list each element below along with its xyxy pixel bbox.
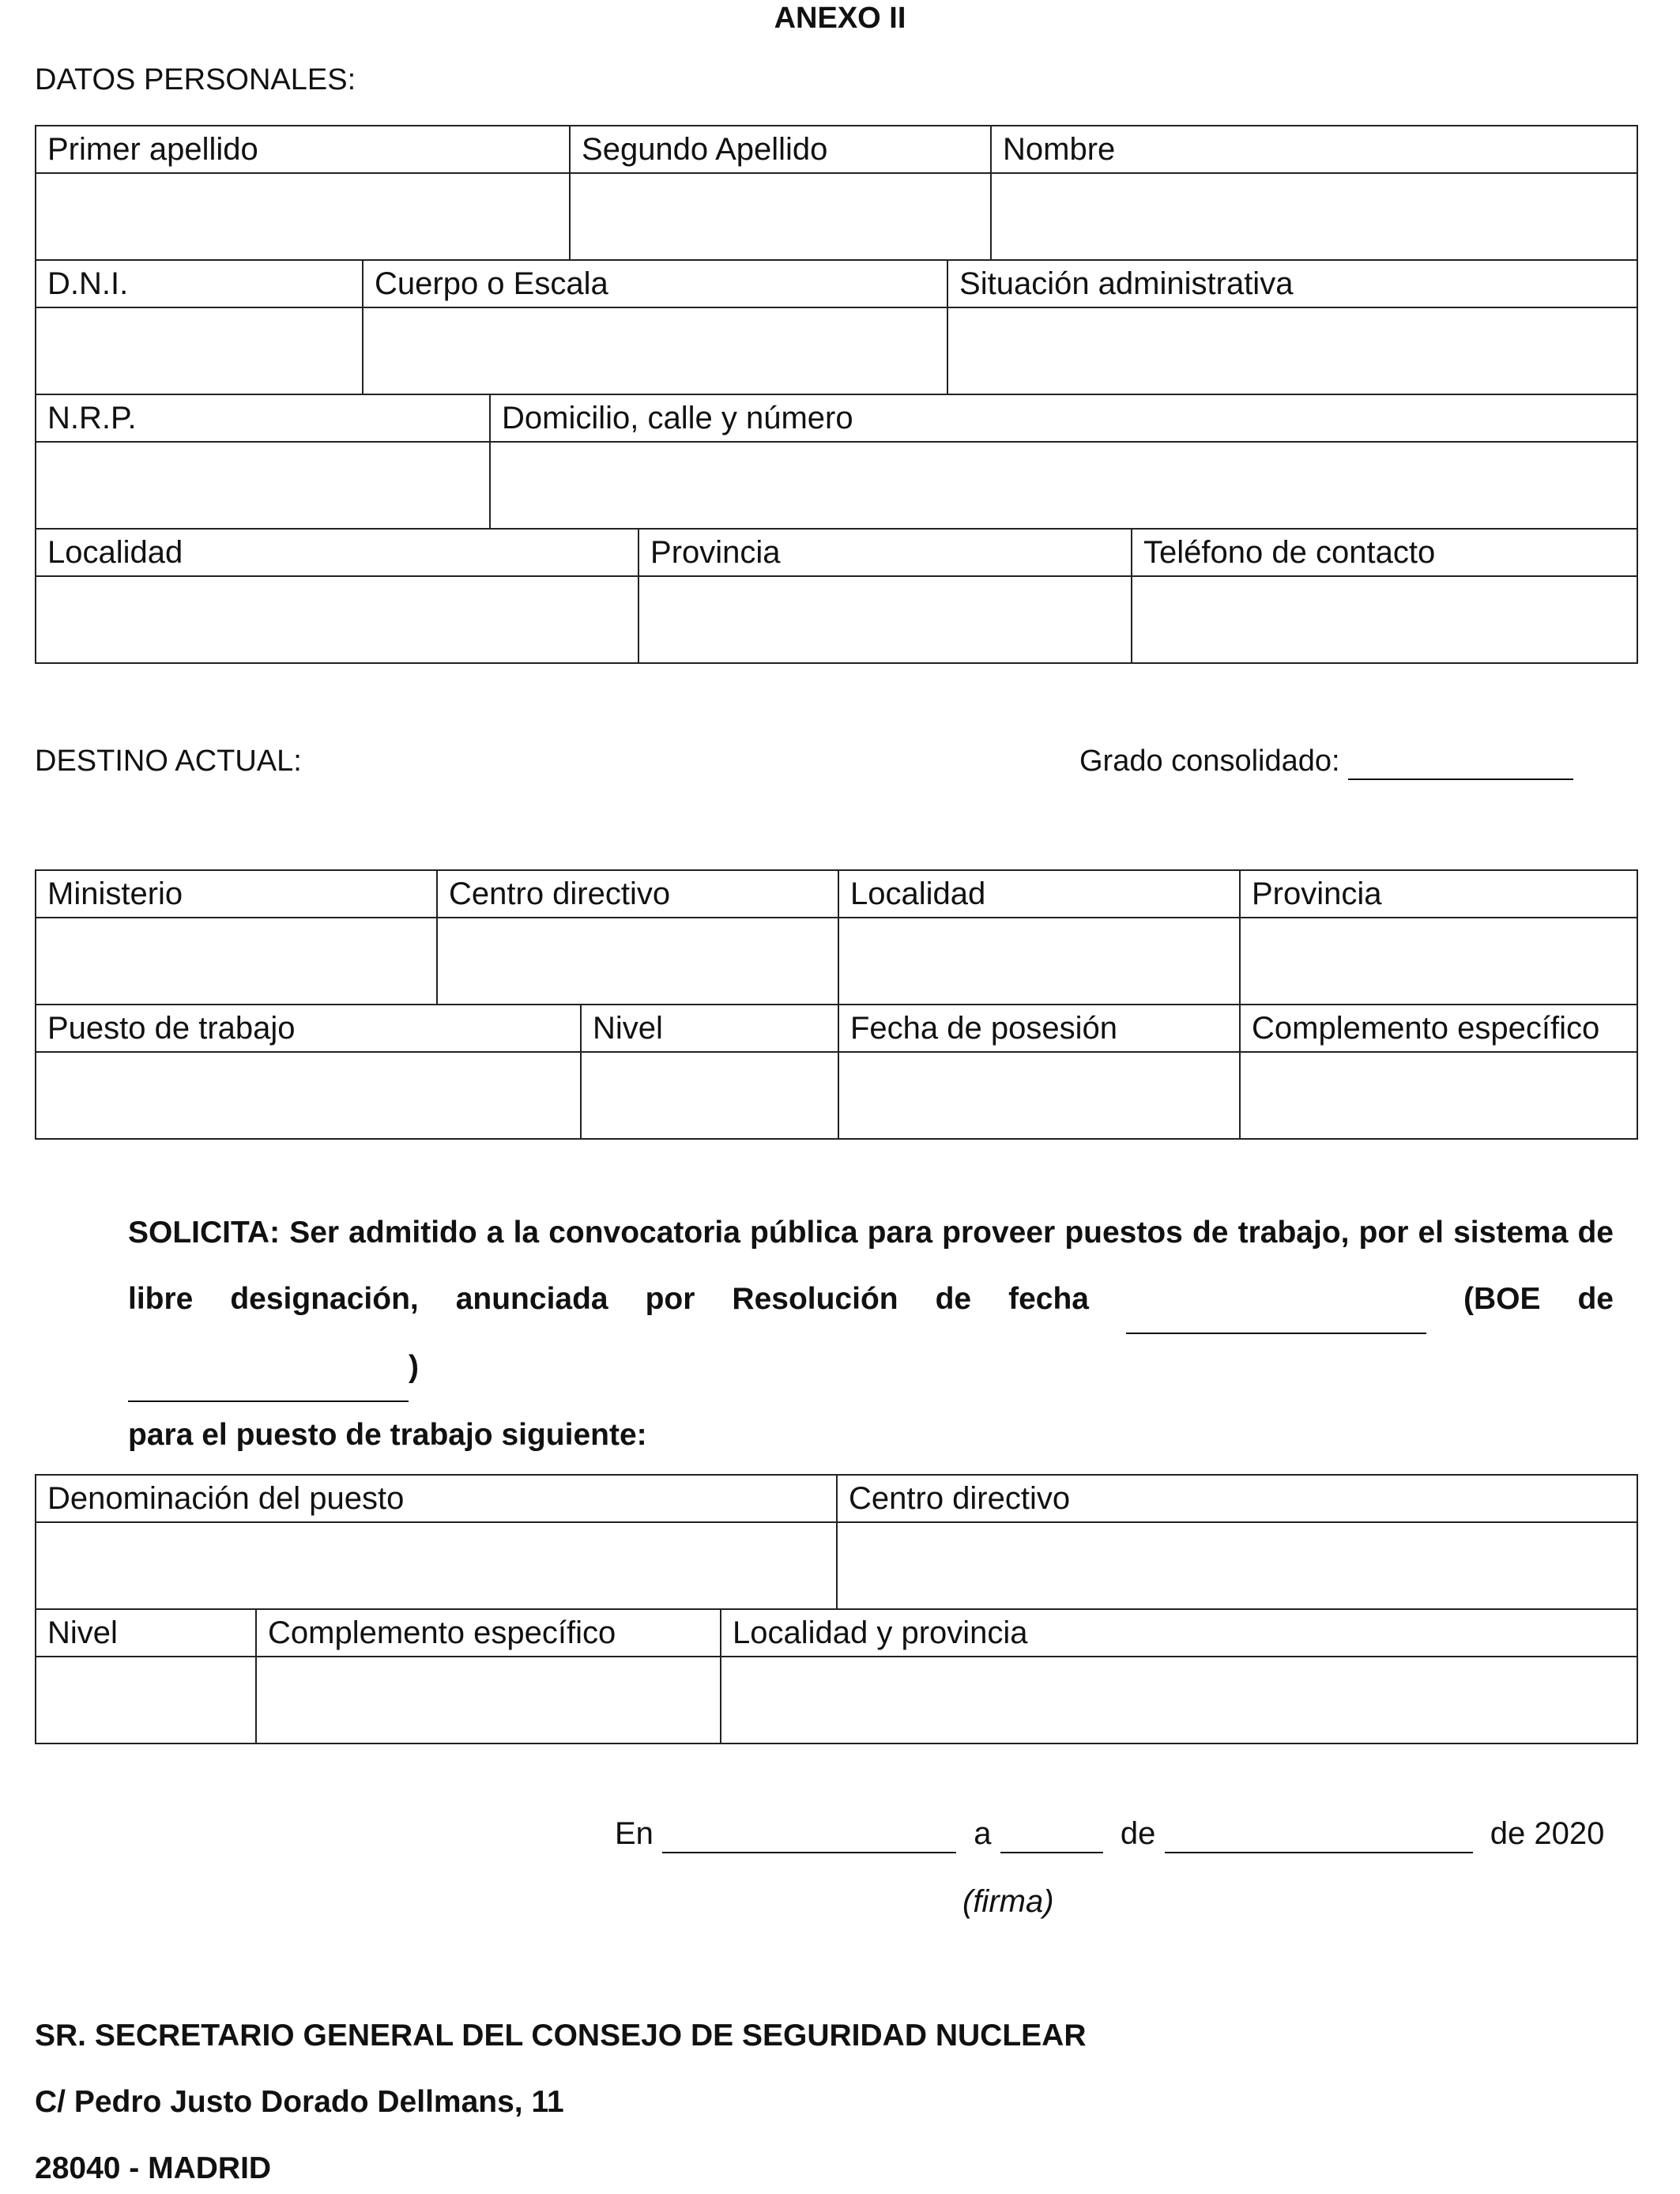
primer-apellido-field[interactable] (36, 173, 570, 260)
nombre-field[interactable] (991, 173, 1637, 260)
destino-nivel-label: Nivel (581, 1005, 838, 1052)
en-label: En (615, 1816, 654, 1851)
de-label: de (1120, 1816, 1156, 1851)
solicita-puesto-text: para el puesto de trabajo siguiente: (128, 1418, 647, 1452)
dia-field[interactable] (1000, 1816, 1103, 1853)
destino-localidad-label: Localidad (838, 870, 1240, 918)
nombre-label: Nombre (991, 126, 1637, 173)
destino-localidad-field[interactable] (838, 918, 1240, 1005)
ministerio-field[interactable] (36, 918, 437, 1005)
address-line-1: SR. SECRETARIO GENERAL DEL CONSEJO DE SEGURIDAD NUCLEAR (35, 2019, 1087, 2053)
grado-consolidado-field[interactable] (1348, 745, 1573, 780)
domicilio-field[interactable] (490, 442, 1637, 529)
segundo-apellido-label: Segundo Apellido (570, 126, 991, 173)
cuerpo-escala-field[interactable] (363, 307, 947, 394)
date-place-line (615, 1816, 1604, 1853)
situacion-administrativa-field[interactable] (947, 307, 1637, 394)
destino-provincia-label: Provincia (1240, 870, 1637, 918)
boe-close: ) (409, 1350, 419, 1384)
situacion-administrativa-label: Situación administrativa (947, 260, 1637, 307)
segundo-apellido-field[interactable] (570, 173, 991, 260)
nrp-field[interactable] (36, 442, 490, 529)
cuerpo-escala-label: Cuerpo o Escala (363, 260, 947, 307)
puesto-nivel-label: Nivel (36, 1609, 256, 1657)
denominacion-puesto-field[interactable] (36, 1522, 837, 1609)
destino-actual-heading: DESTINO ACTUAL: (35, 745, 302, 778)
solicita-text: SOLICITA: Ser admitido a la convocatoria pública para proveer puestos de trabajo, por el sistema de libre designación, anunciada por Resolución de fecha (128, 1216, 1614, 1316)
a-label: a (974, 1816, 992, 1851)
grado-consolidado-label: Grado consolidado: (1079, 745, 1340, 778)
boe-label: (BOE de (1463, 1282, 1614, 1316)
telefono-label: Teléfono de contacto (1132, 529, 1637, 576)
destino-nivel-field[interactable] (581, 1052, 838, 1139)
localidad-provincia-field[interactable] (721, 1657, 1637, 1744)
puesto-solicitado-table (35, 1474, 1638, 1744)
year-label: de 2020 (1490, 1816, 1605, 1851)
telefono-field[interactable] (1132, 576, 1637, 663)
puesto-trabajo-label: Puesto de trabajo (36, 1005, 581, 1052)
puesto-complemento-label: Complemento específico (256, 1609, 721, 1657)
personal-data-table (35, 125, 1638, 664)
denominacion-puesto-label: Denominación del puesto (36, 1475, 837, 1522)
primer-apellido-label: Primer apellido (36, 126, 570, 173)
puesto-nivel-field[interactable] (36, 1657, 256, 1744)
address-line-2: C/ Pedro Justo Dorado Dellmans, 11 (35, 2085, 564, 2119)
dni-field[interactable] (36, 307, 363, 394)
destino-provincia-field[interactable] (1240, 918, 1637, 1005)
puesto-centro-directivo-field[interactable] (837, 1522, 1637, 1609)
domicilio-label: Domicilio, calle y número (490, 394, 1637, 442)
provincia-field[interactable] (638, 576, 1132, 663)
destino-complemento-label: Complemento específico (1240, 1005, 1637, 1052)
dni-label: D.N.I. (36, 260, 363, 307)
centro-directivo-field[interactable] (437, 918, 838, 1005)
solicita-paragraph (128, 1200, 1614, 1468)
lugar-field[interactable] (662, 1816, 956, 1853)
puesto-trabajo-field[interactable] (36, 1052, 581, 1139)
localidad-field[interactable] (36, 576, 638, 663)
mes-field[interactable] (1165, 1816, 1473, 1853)
localidad-provincia-label: Localidad y provincia (721, 1609, 1637, 1657)
grado-consolidado (1079, 745, 1573, 780)
fecha-posesion-field[interactable] (838, 1052, 1240, 1139)
centro-directivo-label: Centro directivo (437, 870, 838, 918)
resolucion-fecha-field[interactable] (1126, 1266, 1426, 1334)
puesto-centro-directivo-label: Centro directivo (837, 1475, 1637, 1522)
puesto-complemento-field[interactable] (256, 1657, 721, 1744)
fecha-posesion-label: Fecha de posesión (838, 1005, 1240, 1052)
boe-fecha-field[interactable] (128, 1334, 409, 1402)
page-title: ANEXO II (774, 2, 906, 35)
personal-data-heading: DATOS PERSONALES: (35, 63, 356, 96)
destino-complemento-field[interactable] (1240, 1052, 1637, 1139)
address-line-3: 28040 - MADRID (35, 2151, 272, 2185)
provincia-label: Provincia (638, 529, 1132, 576)
destino-actual-table (35, 869, 1638, 1140)
localidad-label: Localidad (36, 529, 638, 576)
firma-label: (firma) (962, 1884, 1054, 1919)
ministerio-label: Ministerio (36, 870, 437, 918)
nrp-label: N.R.P. (36, 394, 490, 442)
